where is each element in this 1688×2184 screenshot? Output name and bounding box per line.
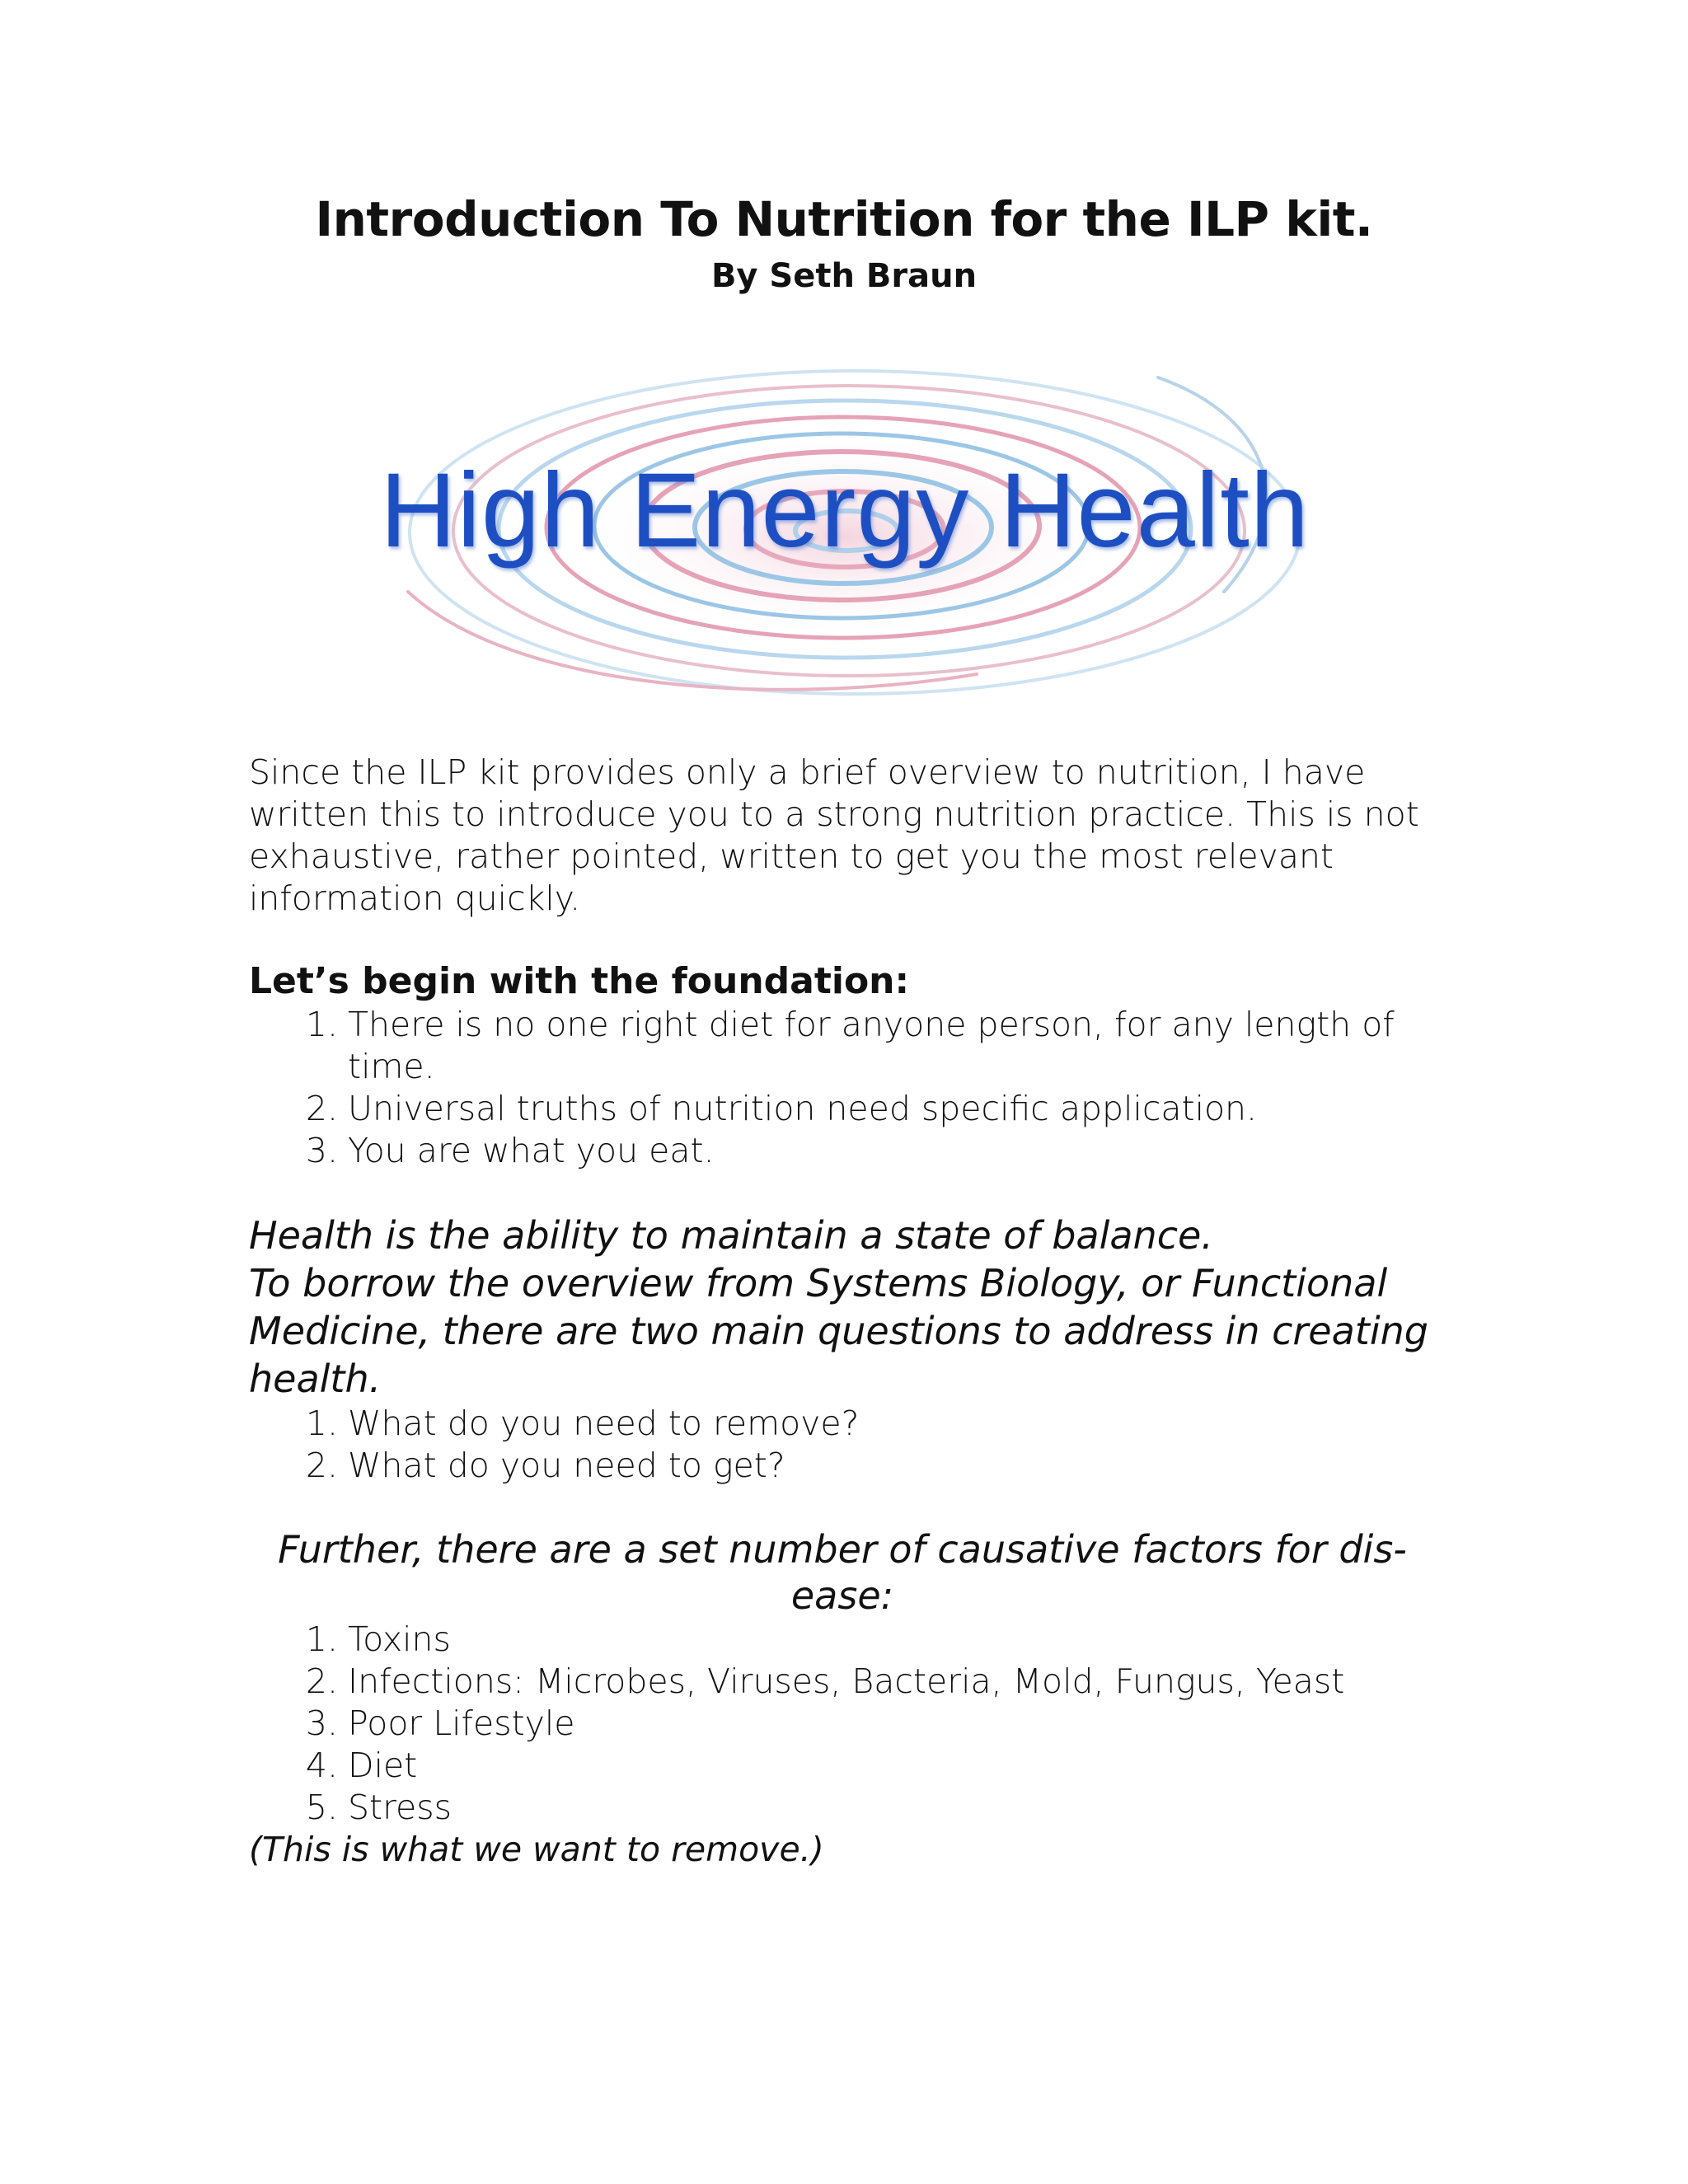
logo-wordmark: High Energy Health [380, 452, 1310, 569]
document-author: By Seth Braun [710, 257, 978, 295]
document-body [249, 752, 1452, 1871]
high-energy-health-logo [350, 344, 1339, 707]
questions-list [249, 1403, 1452, 1487]
list-item: 1. Toxins [305, 1619, 451, 1659]
list-item: 4. Diet [305, 1746, 418, 1785]
list-item: 3. Poor Lifestyle [305, 1704, 575, 1743]
list-item: 2. Universal truths of nutrition need specific application. [305, 1089, 1258, 1128]
list-item: 2. What do you need to get? [305, 1446, 785, 1485]
causative-factors-heading: Further, there are a set number of causative factors for dis-ease: [278, 1527, 1407, 1618]
causative-factors-list [249, 1619, 1452, 1829]
list-item: 1. What do you need to remove? [305, 1404, 860, 1443]
foundation-heading: Let’s begin with the foundation: [249, 960, 910, 1002]
foundation-list [249, 1004, 1452, 1172]
intro-paragraph: Since the ILP kit provides only a brief overview to nutrition, I have written this to introduce you to a strong nutrition practice. This is not exhaustive, rather pointed, written to get you the most relevant information quickly. [249, 752, 1419, 918]
health-statement [249, 1212, 1452, 1403]
document-title: Introduction To Nutrition for the ILP kit. [315, 191, 1373, 247]
remove-note: (This is what we want to remove.) [249, 1830, 824, 1869]
list-item: 3. You are what you eat. [305, 1131, 715, 1170]
systems-biology-intro: To borrow the overview from Systems Biology, or Functional Medicine, there are two main questions to address in creating health. [249, 1261, 1428, 1401]
health-definition: Health is the ability to maintain a state of balance. [249, 1213, 1213, 1258]
list-item: 5. Stress [305, 1788, 452, 1827]
list-item: 1. There is no one right diet for anyone person, for any length of time. [305, 1005, 1395, 1086]
list-item: 2. Infections: Microbes, Viruses, Bacteria, Mold, Fungus, Yeast [305, 1661, 1345, 1701]
